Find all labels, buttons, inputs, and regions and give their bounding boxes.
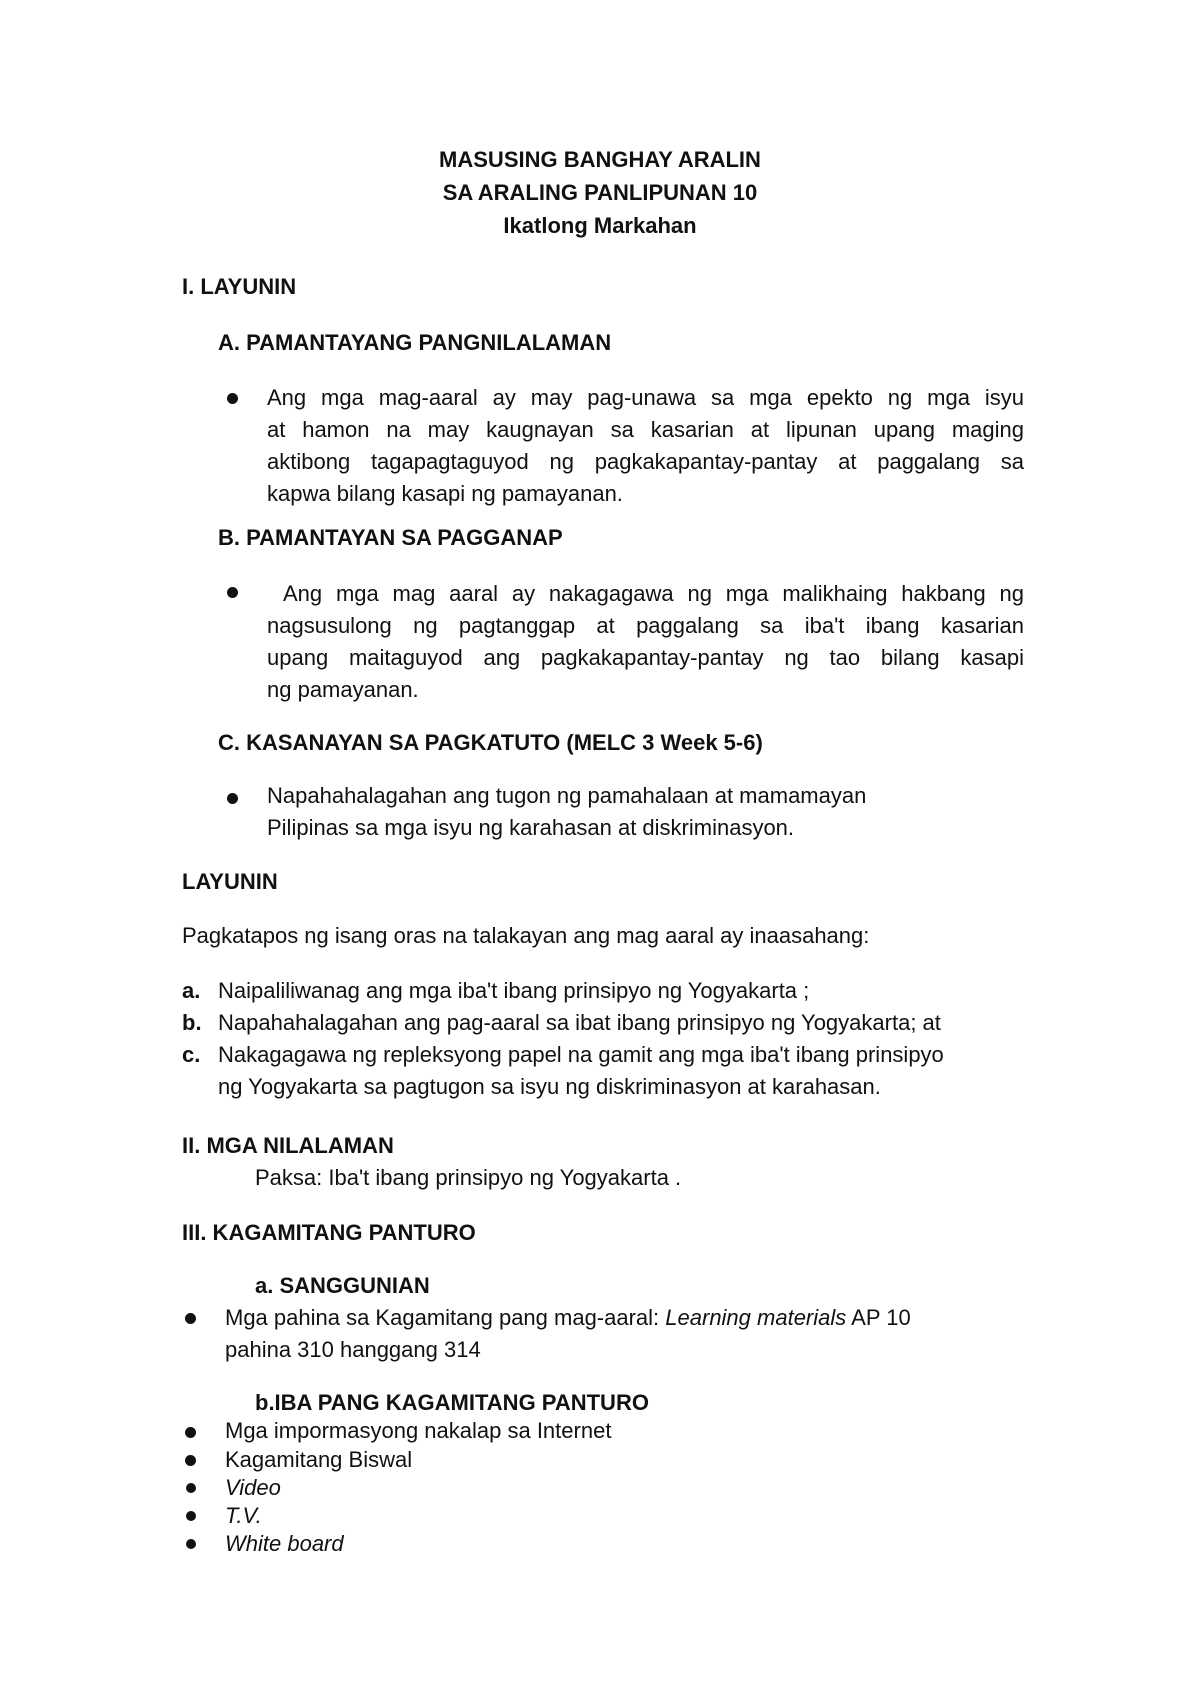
list-letter: a. (182, 978, 201, 1003)
reference-italic: Learning materials (665, 1305, 847, 1330)
list-letter: b. (182, 1010, 202, 1035)
paragraph-line: Napahahalagahan ang tugon ng pamahalaan at mamamayan (267, 783, 867, 808)
bullet-icon (185, 1455, 196, 1466)
topic-line: Paksa: Iba't ibang prinsipyo ng Yogyakarta . (255, 1165, 682, 1190)
material-item: T.V. (225, 1503, 262, 1528)
bullet-icon (186, 1511, 196, 1521)
section-1c-paragraph (267, 780, 1024, 844)
objective-line: ng Yogyakarta sa pagtugon sa isyu ng diskriminasyon at karahasan. (218, 1074, 881, 1099)
section-2-heading: II. MGA NILALAMAN (182, 1133, 394, 1158)
section-3a-heading: a. SANGGUNIAN (255, 1273, 430, 1298)
reference-line-2: pahina 310 hanggang 314 (225, 1337, 481, 1362)
bullet-icon (227, 793, 238, 804)
material-item: Mga impormasyong nakalap sa Internet (225, 1418, 612, 1443)
section-1-heading: I. LAYUNIN (182, 274, 297, 299)
objective-item: Naipaliliwanag ang mga iba't ibang prinsipyo ng Yogyakarta ; (218, 978, 810, 1003)
reference-prefix: Mga pahina sa Kagamitang pang mag-aaral: (225, 1305, 666, 1330)
paragraph-line: nagsusulong ng pagtanggap at paggalang sa iba't ibang kasarian (267, 613, 1024, 638)
bullet-icon (186, 1483, 196, 1493)
material-item: Video (225, 1475, 281, 1500)
bullet-icon (186, 1539, 196, 1549)
reference-item (225, 1302, 911, 1366)
section-1a-heading: A. PAMANTAYANG PANGNILALAMAN (218, 330, 612, 355)
paragraph-line: kapwa bilang kasapi ng pamayanan. (267, 481, 623, 506)
objectives-intro: Pagkatapos ng isang oras na talakayan ang mag aaral ay inaasahang: (182, 923, 870, 948)
section-1b-paragraph (267, 578, 1024, 706)
paragraph-line: ng pamayanan. (267, 677, 419, 702)
objective-item (218, 1039, 944, 1103)
paragraph-line: at hamon na may kaugnayan sa kasarian at lipunan upang maging (267, 417, 1024, 442)
section-3b-heading: b.IBA PANG KAGAMITANG PANTURO (255, 1390, 649, 1415)
objectives-heading: LAYUNIN (182, 869, 278, 894)
bullet-icon (185, 1313, 196, 1324)
section-1a-paragraph (267, 382, 1024, 510)
objective-line: Nakagagawa ng repleksyong papel na gamit ang mga iba't ibang prinsipyo (218, 1042, 944, 1067)
reference-line (225, 1302, 911, 1334)
paragraph-line: Ang mga mag aaral ay nakagagawa ng mga malikhaing hakbang ng (283, 581, 1024, 606)
paragraph-line: Ang mga mag-aaral ay may pag-unawa sa mga epekto ng mga isyu (267, 385, 1024, 410)
title-line-2: SA ARALING PANLIPUNAN 10 (442, 180, 758, 205)
bullet-icon (185, 1427, 196, 1438)
section-1c-heading: C. KASANAYAN SA PAGKATUTO (MELC 3 Week 5-6) (218, 730, 763, 755)
section-3-heading: III. KAGAMITANG PANTURO (182, 1220, 476, 1245)
document-title (0, 144, 1200, 243)
bullet-icon (227, 587, 238, 598)
material-item: Kagamitang Biswal (225, 1447, 413, 1472)
section-1b-heading: B. PAMANTAYAN SA PAGGANAP (218, 525, 563, 550)
paragraph-line: Pilipinas sa mga isyu ng karahasan at diskriminasyon. (267, 815, 795, 840)
list-letter: c. (182, 1042, 201, 1067)
objective-item: Napahahalagahan ang pag-aaral sa ibat ibang prinsipyo ng Yogyakarta; at (218, 1010, 941, 1035)
material-item: White board (225, 1531, 344, 1556)
paragraph-line: aktibong tagapagtaguyod ng pagkakapantay-pantay at paggalang sa (267, 449, 1024, 474)
title-line-3: Ikatlong Markahan (503, 213, 697, 238)
reference-suffix: AP 10 (846, 1305, 911, 1330)
paragraph-line: upang maitaguyod ang pagkakapantay-pantay ng tao bilang kasapi (267, 645, 1024, 670)
bullet-icon (227, 393, 238, 404)
title-line-1: MASUSING BANGHAY ARALIN (439, 147, 761, 172)
